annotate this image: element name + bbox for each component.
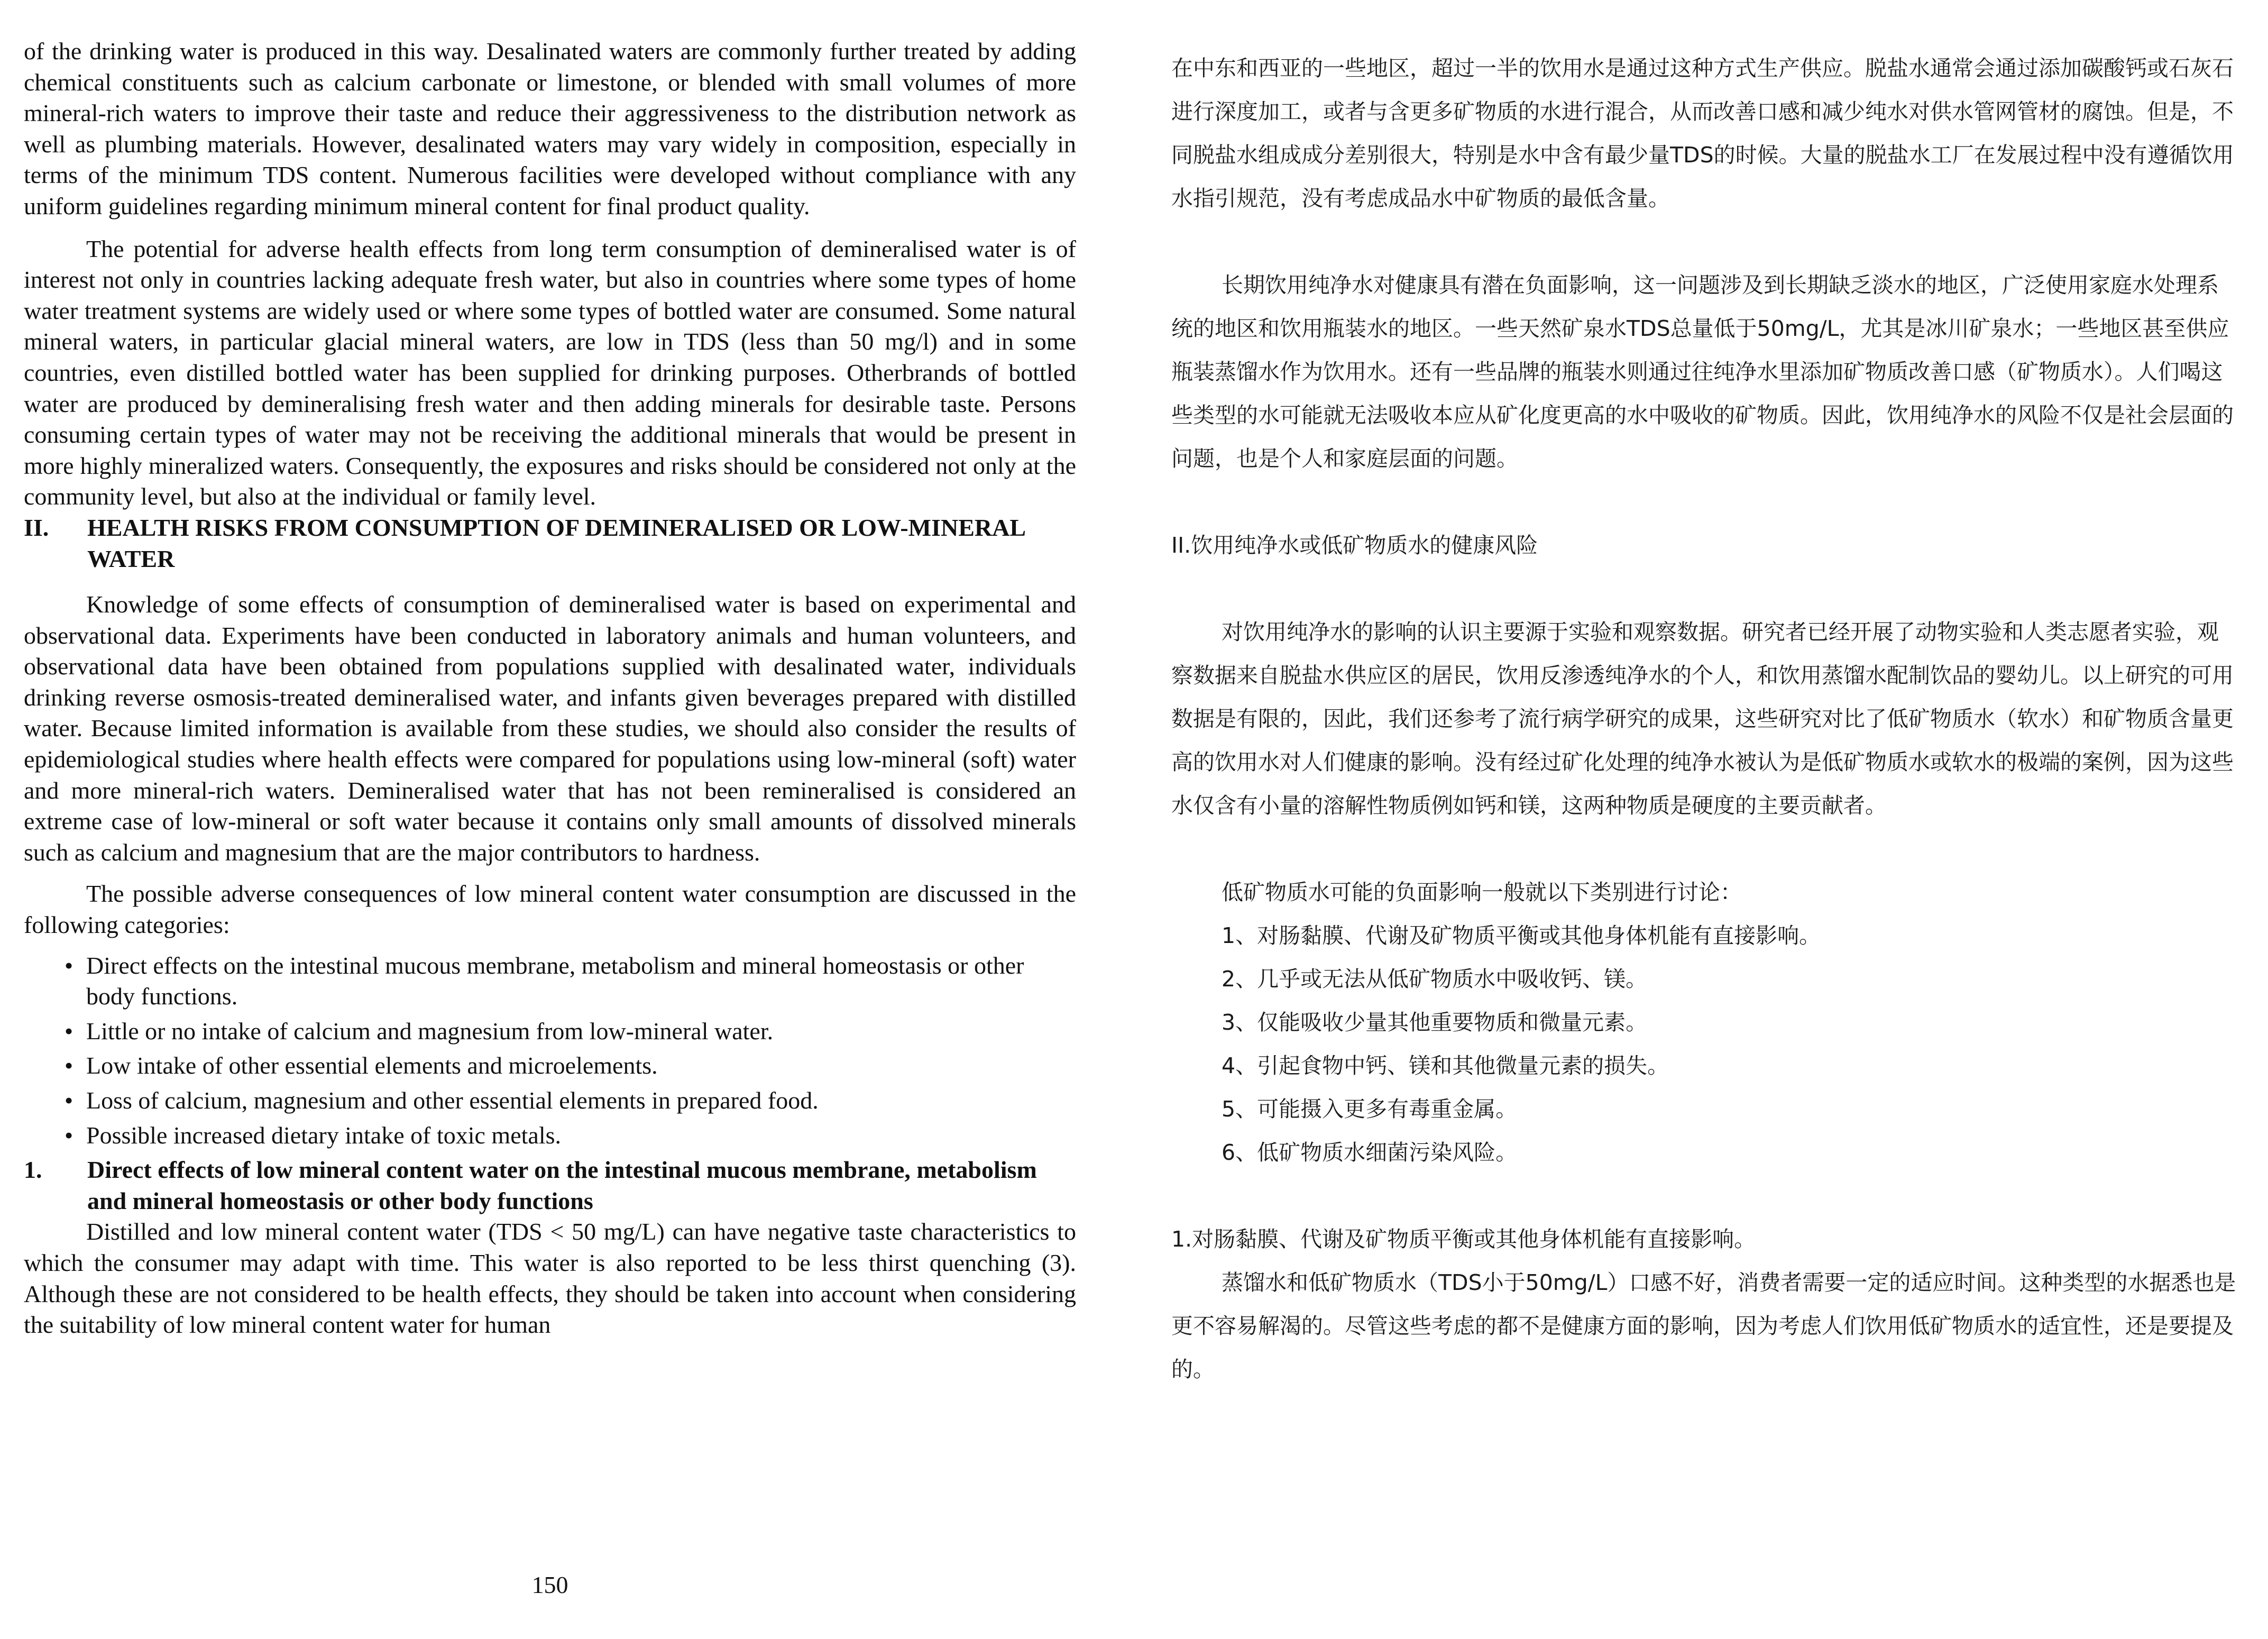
chinese-list-item: 6、低矿物质水细菌污染风险。 (1222, 1140, 1518, 1165)
chinese-list-item: 2、几乎或无法从低矿物质水中吸收钙、镁。 (1222, 966, 1648, 992)
bullet-icon: • (65, 1121, 74, 1149)
chinese-paragraph: 在中东和西亚的一些地区，超过一半的饮用水是通过这种方式生产供应。脱盐水通常会通过添加碳酸钙或石灰石进行深度加工，或者与含更多矿物质的水进行混合，从而改善口感和减少纯水对供水管网管材的腐蚀。但是，不同脱盐水组成成分差别很大，特别是水中含有最少量TDS的时候。大量的脱盐水工厂在发展过程中没有遵循饮用水指引规范，没有考虑成品水中矿物质的最低含量。 (1171, 56, 2234, 211)
section-heading (24, 512, 1076, 574)
english-paragraph: The potential for adverse health effects from long term consumption of demineralised water is of interest not only in countries lacking adequate fresh water, but also in countries where some types of home water treatment systems are widely used or where some types of bottled water are consumed. Some natural mineral waters, in particular glacial mineral waters, are low in TDS (less than 50 mg/l) and in some countries, even distilled bottled water has been supplied for drinking purposes. Otherbrands of bottled water are produced by demineralising fresh water and then adding minerals for desirable taste. Persons consuming certain types of water may not be receiving the additional minerals that would be present in more highly mineralized waters. Consequently, the exposures and risks should be considered not only at the community level, but also at the individual or family level. (24, 235, 1076, 510)
chinese-list-item: 1、对肠黏膜、代谢及矿物质平衡或其他身体机能有直接影响。 (1222, 923, 1821, 948)
chinese-list-intro: 低矿物质水可能的负面影响一般就以下类别进行讨论： (1222, 880, 1742, 905)
section-number: II. (24, 514, 49, 541)
list-item: • Direct effects on the intestinal mucous membrane, metabolism and mineral homeostasis or other body functions. (24, 950, 1076, 1012)
english-paragraph: of the drinking water is produced in this way. Desalinated waters are commonly further treated by adding chemical constituents such as calcium carbonate or limestone, or blended with small volumes of more mineral-rich waters to improve their taste and reduce their aggressiveness to the distribution network as well as plumbing materials. However, desalinated waters may vary widely in composition, especially in terms of the minimum TDS content. Numerous facilities were developed without compliance with any uniform guidelines regarding minimum mineral content for final product quality. (24, 38, 1076, 219)
bullet-icon: • (65, 1017, 74, 1045)
subsection-number: 1. (24, 1156, 42, 1184)
english-paragraph: Distilled and low mineral content water (TDS < 50 mg/L) can have negative taste characteristics to which the consumer may adapt with time. This water is also reported to be less thirst quenching (3). Although these are not considered to be health effects, they should be taken into account when considering the suitability of low mineral content water for human (24, 1218, 1076, 1339)
chinese-list-item: 3、仅能吸收少量其他重要物质和微量元素。 (1222, 1010, 1648, 1035)
chinese-column (1171, 47, 2239, 1391)
bullet-icon: • (65, 1087, 74, 1114)
list-item: • Little or no intake of calcium and magnesium from low-mineral water. (24, 1016, 1076, 1047)
subsection-heading (24, 1155, 1076, 1216)
page-number: 150 (531, 1571, 568, 1598)
english-paragraph: The possible adverse consequences of low mineral content water consumption are discussed in the following categories: (24, 880, 1076, 939)
english-paragraph: Knowledge of some effects of consumption of demineralised water is based on experimental and observational data. Experiments have been conducted in laboratory animals and human volunteers, and observational data have been obtained from populations supplied with desalinated water, individuals drinking reverse osmosis-treated demineralised water, and infants given beverages prepared with distilled water. Because limited information is available from these studies, we should also consider the results of epidemiological studies where health effects were compared for populations using low-mineral (soft) water and more mineral-rich waters. Demineralised water that has not been remineralised is considered an extreme case of low-mineral or soft water because it contains only small amounts of dissolved minerals such as calcium and magnesium that are the major contributors to hardness. (24, 591, 1076, 866)
chinese-heading: II.饮用纯净水或低矿物质水的健康风险 (1171, 533, 1538, 558)
section-title: HEALTH RISKS FROM CONSUMPTION OF DEMINERALISED OR LOW-MINERAL WATER (87, 514, 1025, 572)
bullet-list (24, 950, 1076, 1151)
list-item: • Low intake of other essential elements and microelements. (24, 1050, 1076, 1082)
chinese-paragraph: 对饮用纯净水的影响的认识主要源于实验和观察数据。研究者已经开展了动物实验和人类志愿者实验，观察数据来自脱盐水供应区的居民，饮用反渗透纯净水的个人，和饮用蒸馏水配制饮品的婴幼儿。以上研究的可用数据是有限的，因此，我们还参考了流行病学研究的成果，这些研究对比了低矿物质水（软水）和矿物质含量更高的饮用水对人们健康的影响。没有经过矿化处理的纯净水被认为是低矿物质水或软水的极端的案例，因为这些水仅含有小量的溶解性物质例如钙和镁，这两种物质是硬度的主要贡献者。 (1171, 619, 2234, 818)
chinese-list-item: 5、可能摄入更多有毒重金属。 (1222, 1096, 1518, 1122)
bullet-icon: • (65, 1052, 74, 1079)
chinese-subheading: 1.对肠黏膜、代谢及矿物质平衡或其他身体机能有直接影响。 (1171, 1226, 1756, 1252)
list-item: • Possible increased dietary intake of toxic metals. (24, 1120, 1076, 1151)
chinese-paragraph: 蒸馏水和低矿物质水（TDS小于50mg/L）口感不好，消费者需要一定的适应时间。这种类型的水据悉也是更不容易解渴的。尽管这些考虑的都不是健康方面的影响，因为考虑人们饮用低矿物质水的适宜性，还是要提及的。 (1171, 1270, 2236, 1382)
chinese-paragraph: 长期饮用纯净水对健康具有潜在负面影响，这一问题涉及到长期缺乏淡水的地区，广泛使用家庭水处理系统的地区和饮用瓶装水的地区。一些天然矿泉水TDS总量低于50mg/L，尤其是冰川矿泉水；一些地区甚至供应瓶装蒸馏水作为饮用水。还有一些品牌的瓶装水则通过往纯净水里添加矿物质改善口感（矿物质水）。人们喝这些类型的水可能就无法吸收本应从矿化度更高的水中吸收的矿物质。因此，饮用纯净水的风险不仅是社会层面的问题，也是个人和家庭层面的问题。 (1171, 272, 2234, 471)
subsection-title: Direct effects of low mineral content water on the intestinal mucous membrane, metabolism and mineral homeostasis or other body functions (87, 1156, 1037, 1214)
bullet-icon: • (65, 951, 74, 979)
chinese-list-item: 4、引起食物中钙、镁和其他微量元素的损失。 (1222, 1053, 1669, 1078)
list-item: • Loss of calcium, magnesium and other essential elements in prepared food. (24, 1085, 1076, 1116)
english-column (24, 36, 1076, 1341)
